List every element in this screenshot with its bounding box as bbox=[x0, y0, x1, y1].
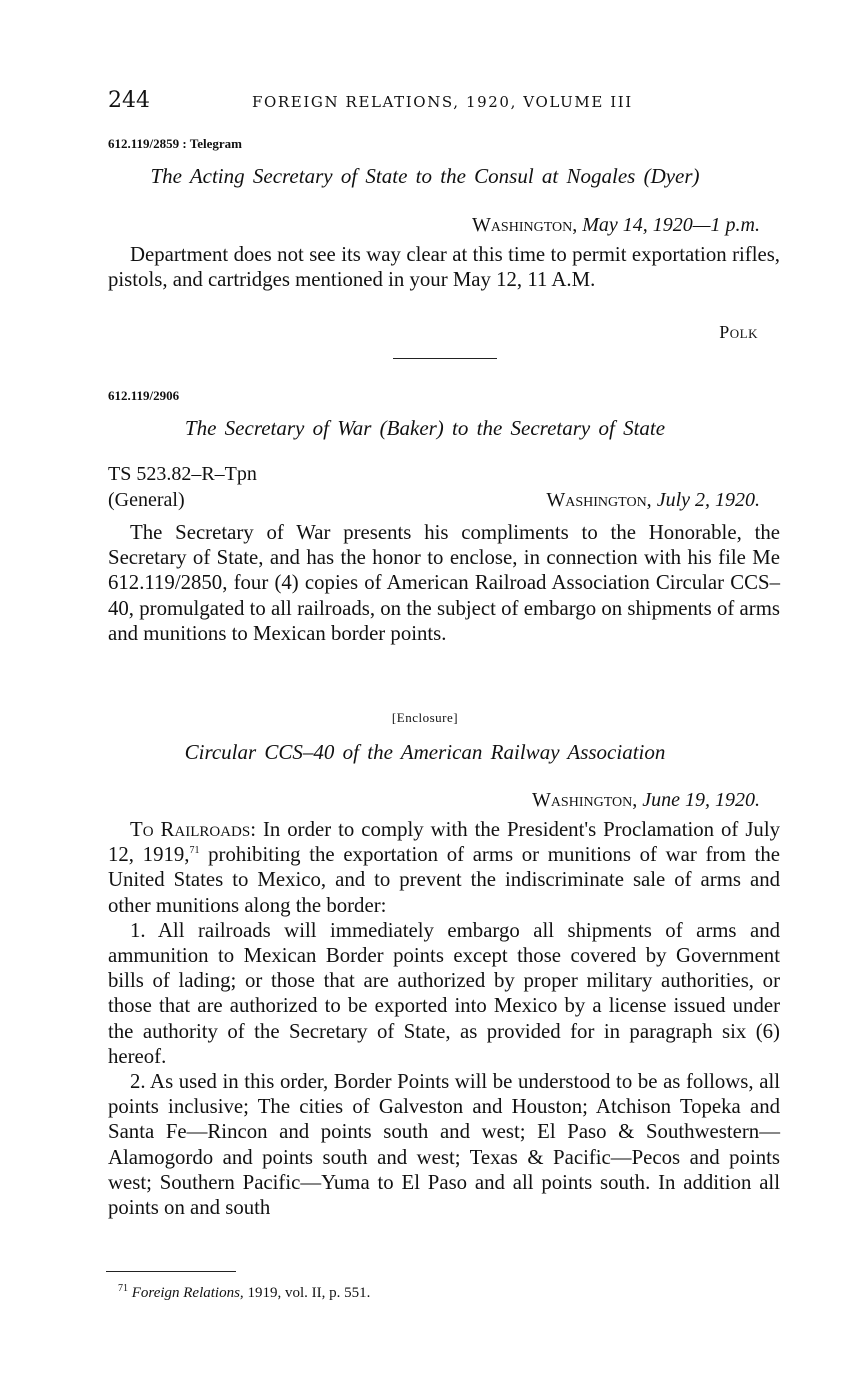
section-divider bbox=[393, 358, 497, 359]
doc2-file-ref: 612.119/2906 bbox=[108, 388, 180, 403]
doc1-body bbox=[108, 242, 780, 292]
enclosure-dateline bbox=[532, 789, 760, 812]
doc1-title: The Acting Secretary of State to the Consul at Nogales (Dyer) bbox=[150, 164, 700, 188]
doc2-title: The Secretary of War (Baker) to the Secretary of State bbox=[184, 416, 666, 440]
doc2-ref-line: TS 523.82–R–Tpn bbox=[108, 463, 257, 485]
doc2-ref-general: (General) bbox=[108, 489, 185, 511]
enclosure-para-2: 2. As used in this order, Border Points will be understood to be as follows, all points inclusive; The cities of Galveston and Houston; Atchison Topeka and Santa Fe—Rincon and points south and west; El Paso & Southwestern—Alamogordo and points south and west; Texas & Pacific—Pecos and points west; Southern Pacific—Yuma to El Paso and all points south. In addition all points on and south bbox=[108, 1070, 780, 1220]
doc2-dateline-date: July 2, 1920. bbox=[656, 489, 760, 511]
footnote bbox=[118, 1285, 370, 1302]
enclosure-dateline-date: June 19, 1920. bbox=[642, 789, 760, 811]
intro-after-note: prohibiting the exportation of arms or munitions of war from the United States to Mexico, and to prevent the indiscriminate sale of arms and other munitions along the border: bbox=[108, 843, 780, 917]
intro-before-note: In order to comply with the President's Proclamation of July 12, 1919, bbox=[108, 818, 780, 867]
doc2-dateline bbox=[546, 489, 760, 512]
doc2-body-text: The Secretary of War presents his compliments to the Honorable, the Secretary of State, and has the honor to enclose, in connection with his file Me 612.119/2850, four (4) copies of American Railroad Association Circular CCS–40, promulgated to all railroads, on the subject of embargo on shipments of arms and munitions to Mexican border points. bbox=[108, 521, 780, 645]
salutation: To Railroads: bbox=[130, 818, 256, 841]
enclosure-dateline-place: Washington, bbox=[531, 789, 638, 811]
doc1-body-text: Department does not see its way clear at this time to permit exportation rifles, pistols, and cartridges mentioned in your May 12, 11 A.M. bbox=[108, 243, 780, 292]
doc1-signature: Polk bbox=[719, 322, 758, 342]
enclosure-intro bbox=[108, 817, 780, 918]
enclosure-para-1: 1. All railroads will immediately embargo all shipments of arms and ammunition to Mexican Border points except those covered by Government bills of lading; or those that are authorized by proper military authorities, or those that are authorized to be exported into Mexico by a license issued under the authority of the Secretary of State, as provided for in paragraph six (6) hereof. bbox=[108, 918, 780, 1068]
doc1-file-ref: 612.119/2859 : Telegram bbox=[108, 136, 242, 151]
footnote-divider bbox=[106, 1271, 236, 1272]
footnote-citation: 1919, vol. II, p. 551. bbox=[247, 1285, 371, 1301]
doc1-dateline-place: Washington, bbox=[471, 214, 578, 236]
enclosure-title: Circular CCS–40 of the American Railway Association bbox=[184, 740, 666, 764]
enclosure-body bbox=[108, 817, 780, 1220]
enclosure-label: [Enclosure] bbox=[391, 710, 459, 725]
doc2-body bbox=[108, 520, 780, 646]
doc1-dateline bbox=[472, 214, 760, 237]
footnote-source: Foreign Relations, bbox=[131, 1285, 244, 1301]
footnote-number: 71 bbox=[118, 1283, 128, 1294]
running-title: FOREIGN RELATIONS, 1920, VOLUME III bbox=[252, 93, 633, 111]
footnote-ref: 71 bbox=[189, 845, 200, 857]
doc1-dateline-date: May 14, 1920—1 p.m. bbox=[582, 214, 760, 236]
doc2-dateline-place: Washington, bbox=[546, 489, 652, 511]
page-number: 244 bbox=[108, 88, 150, 113]
